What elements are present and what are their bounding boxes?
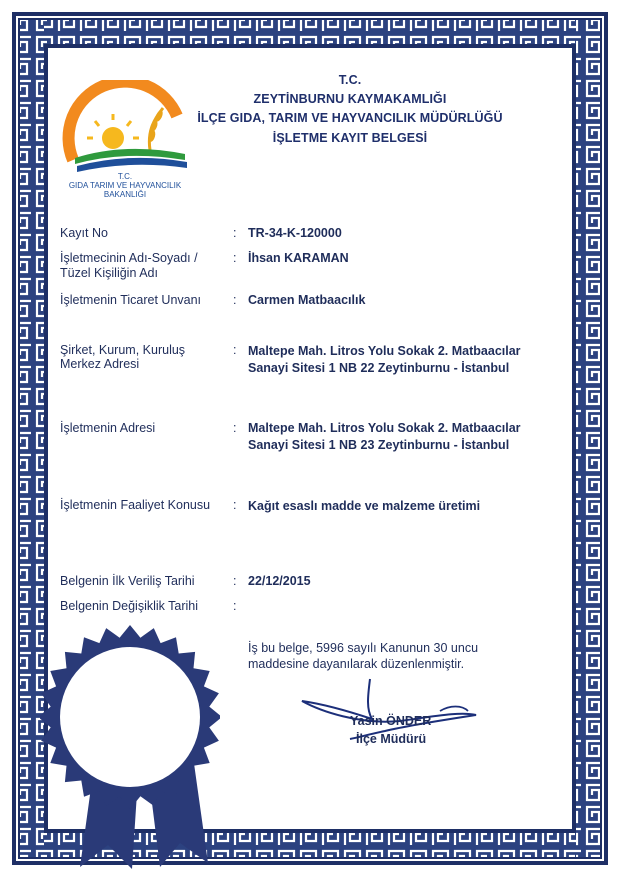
value-ilk-verilis: 22/12/2015	[248, 574, 311, 588]
label-merkez-adresi-line2: Merkez Adresi	[60, 357, 140, 371]
logo-line-bakanlik: BAKANLIĞI	[103, 190, 147, 199]
colon: :	[233, 599, 237, 613]
value-ticaret-unvani: Carmen Matbaacılık	[248, 293, 366, 307]
label-isletmeci-line1: İşletmecinin Adı-Soyadı /	[60, 251, 198, 265]
label-merkez-adresi-line1: Şirket, Kurum, Kuruluş	[60, 343, 186, 357]
label-kayit-no: Kayıt No	[60, 226, 108, 240]
colon: :	[233, 251, 237, 265]
colon: :	[233, 343, 237, 357]
colon: :	[233, 293, 237, 307]
header-tc: T.C.	[338, 73, 362, 87]
label-degisiklik: Belgenin Değişiklik Tarihi	[60, 599, 199, 613]
label-ilk-verilis: Belgenin İlk Veriliş Tarihi	[60, 574, 195, 588]
legal-note-line1: İş bu belge, 5996 sayılı Kanunun 30 uncu	[248, 641, 479, 655]
colon: :	[233, 421, 237, 435]
document-title: İŞLETME KAYIT BELGESİ	[272, 131, 428, 145]
colon: :	[233, 226, 237, 240]
label-isletme-adresi: İşletmenin Adresi	[60, 421, 156, 435]
label-faaliyet: İşletmenin Faaliyet Konusu	[60, 498, 211, 512]
value-merkez-adresi-line2: Sanayi Sitesi 1 NB 22 Zeytinburnu - İstanbul	[248, 361, 510, 375]
rosette-seal	[40, 617, 220, 872]
header-mudurluk: İLÇE GIDA, TARIM VE HAYVANCILIK MÜDÜRLÜĞÜ	[197, 111, 503, 125]
logo-line-ministry: GIDA TARIM VE HAYVANCILIK	[68, 181, 182, 190]
colon: :	[233, 498, 237, 512]
value-isletme-adresi-line1: Maltepe Mah. Litros Yolu Sokak 2. Matbaacılar	[248, 421, 521, 435]
logo-line-tc: T.C.	[117, 172, 133, 181]
value-isletmeci: İhsan KARAMAN	[248, 251, 349, 265]
signatory-name: Yasin ÖNDER	[350, 714, 432, 728]
colon: :	[233, 574, 237, 588]
value-isletme-adresi-line2: Sanayi Sitesi 1 NB 23 Zeytinburnu - İstanbul	[248, 438, 510, 452]
value-faaliyet: Kağıt esaslı madde ve malzeme üretimi	[248, 499, 481, 513]
label-isletmeci-line2: Tüzel Kişiliğin Adı	[60, 266, 158, 280]
label-ticaret-unvani: İşletmenin Ticaret Unvanı	[60, 293, 202, 307]
logo-caption	[55, 172, 195, 199]
legal-note-line2: maddesine dayanılarak düzenlenmiştir.	[248, 657, 465, 671]
header-kaymakamlik: ZEYTİNBURNU KAYMAKAMLIĞI	[253, 92, 447, 106]
value-merkez-adresi-line1: Maltepe Mah. Litros Yolu Sokak 2. Matbaacılar	[248, 344, 521, 358]
signatory-title: İlçe Müdürü	[356, 732, 427, 746]
value-kayit-no: TR-34-K-120000	[248, 226, 342, 240]
